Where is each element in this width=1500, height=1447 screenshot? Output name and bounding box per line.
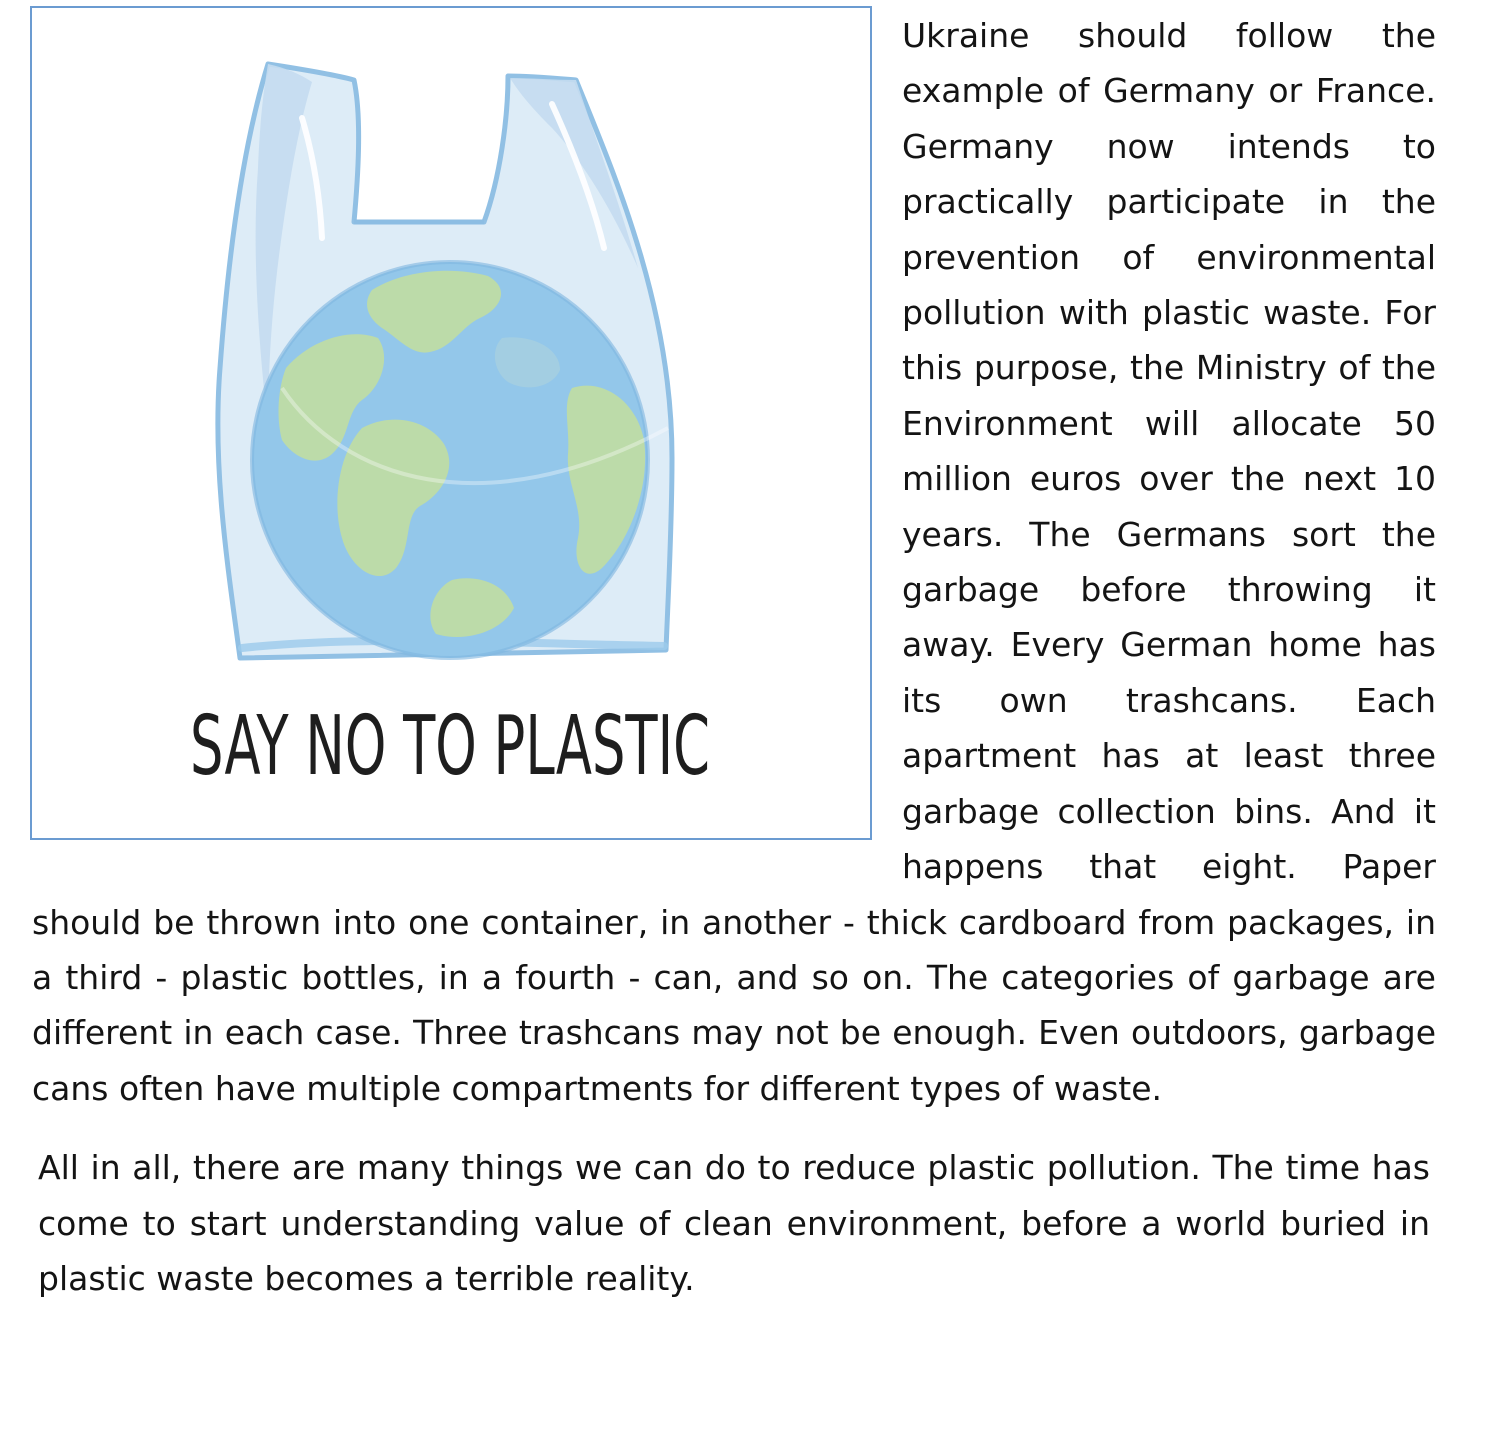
conclusion-paragraph: All in all, there are many things we can do to reduce plastic pollution. The time has come to start understanding value of clean environment, before a world buried in plastic waste becomes a terrible reality. — [38, 1148, 1430, 1298]
image-illustration — [32, 8, 870, 838]
body-paragraph: Ukraine should follow the example of Germany or France. Germany now intends to practically participate in the prevention of environmental pollution with plastic waste. For this purpose, the Ministry of the Environment will allocate 50 million euros over the next 10 years. The Germans sort the garbage before throwing it away. Every German home has its own trashcans. Each apartment has at least three garbage collection bins. And it happens that eight. Paper should be thrown into one container, in another - thick cardboard from packages, in a third - plastic bottles, in a fourth - can, and so on. The categories of garbage are different in each case. Three trashcans may not be enough. Even outdoors, garbage cans often have multiple compartments for different types of waste. — [32, 16, 1436, 1108]
say-no-to-plastic-image — [30, 6, 872, 840]
slogan-text: SAY NO TO PLASTIC — [190, 699, 710, 794]
